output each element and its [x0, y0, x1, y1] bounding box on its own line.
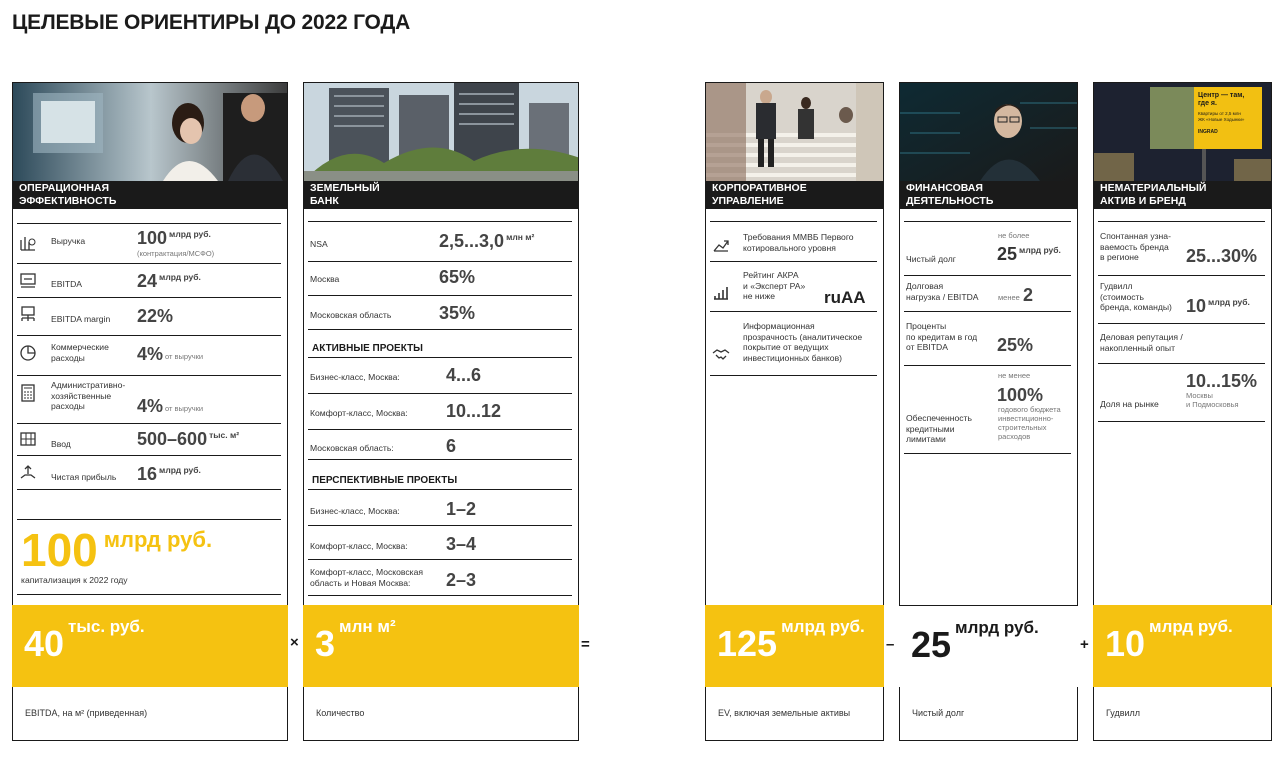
equals-sign: = [581, 636, 590, 653]
header-brand: НЕМАТЕРИАЛЬНЫЙ АКТИВ И БРЕНД [1094, 181, 1271, 209]
billboard-photo [1094, 83, 1271, 181]
growth-chart-icon [712, 235, 730, 253]
row-label: EBITDA [51, 279, 83, 289]
row-note: от выручки [165, 404, 204, 413]
divider [308, 429, 572, 430]
divider [1098, 323, 1265, 324]
row-value: 2,5...3,0 $^{млн м^2}$ [439, 231, 535, 251]
quantity-box [303, 605, 579, 687]
divider [904, 311, 1071, 312]
divider [904, 365, 1071, 366]
divider [308, 559, 572, 560]
row-label: Бизнес-класс, Москва: [310, 506, 400, 516]
stairs-photo [706, 83, 883, 181]
hand-coin-icon [19, 464, 37, 482]
row-value: 10 $^{млрд руб.}$ [1186, 296, 1250, 316]
revenue-chart-icon [19, 234, 37, 252]
pie-chart-icon [19, 344, 37, 362]
row-label: Деловая репутация / накопленный опыт [1100, 332, 1183, 353]
office-photo [13, 83, 287, 181]
row-value: 35% [439, 303, 476, 323]
section-title-prospective: ПЕРСПЕКТИВНЫЕ ПРОЕКТЫ [312, 475, 458, 486]
divider [904, 275, 1071, 276]
header-financial-activity: ФИНАНСОВАЯ ДЕЯТЕЛЬНОСТЬ [900, 181, 1077, 209]
calculator-icon [19, 384, 37, 402]
row-value: 100% [997, 385, 1044, 405]
yellow-value: 10 $^{млрд руб.}$ [1105, 617, 1233, 664]
divider [1098, 363, 1265, 364]
row-value: 2–3 [446, 570, 477, 590]
buildings-photo [304, 83, 578, 181]
row-label: Проценты по кредитам в год от EBITDA [906, 321, 978, 352]
row-prefix: менее [998, 293, 1020, 302]
capitalization-label: капитализация к 2022 году [21, 575, 128, 585]
yellow-value: 25 $^{млрд руб.}$ [911, 618, 1039, 665]
row-label: NSA [310, 239, 328, 249]
divider [17, 489, 281, 490]
table-row [17, 335, 281, 369]
divider [308, 295, 572, 296]
divider [308, 459, 572, 460]
row-value: 4% [137, 344, 164, 364]
column-brand [1093, 82, 1272, 741]
billboard-text: Центр — там, где я. [1198, 92, 1245, 107]
row-label: Коммерческие расходы [51, 342, 109, 363]
ebitda-icon [19, 271, 37, 289]
row-value: 1–2 [446, 499, 477, 519]
yellow-value: 125 $^{млрд руб.}$ [717, 617, 865, 664]
divider [710, 261, 877, 262]
row-value: 4...6 [446, 365, 482, 385]
header-corporate-governance: КОРПОРАТИВНОЕ УПРАВЛЕНИЕ [706, 181, 883, 209]
rating-bars-icon [712, 283, 730, 301]
row-value: 25...30% [1186, 246, 1258, 266]
row-value: 4% [137, 396, 164, 416]
row-label: Москва [310, 274, 340, 284]
row-label: Комфорт-класс, Московская область и Новая Москва: [310, 567, 424, 588]
divider [904, 221, 1071, 222]
row-label: Требования ММВБ Первого котировального уровня [743, 232, 854, 253]
table-row [17, 223, 281, 261]
divider [308, 261, 572, 262]
divider [308, 489, 572, 490]
table-row [17, 375, 281, 417]
row-label: Комфорт-класс, Москва: [310, 408, 408, 418]
row-note: Москвы и Подмосковья [1186, 391, 1239, 409]
row-value: 10...15% [1186, 371, 1258, 391]
row-label: Комфорт-класс, Москва: [310, 541, 408, 551]
ebitda-per-m2-box [12, 605, 288, 687]
row-note: от выручки [165, 352, 204, 361]
divider [308, 393, 572, 394]
row-value: 10...12 [446, 401, 502, 421]
table-row [17, 423, 281, 455]
row-value: 65% [439, 267, 476, 287]
divider [308, 357, 572, 358]
row-label: Выручка [51, 236, 86, 246]
footer-label: Гудвилл [1106, 708, 1141, 718]
yellow-value: 3 $^{млн м^2}$ [315, 617, 396, 664]
divider [710, 311, 877, 312]
divider [1098, 275, 1265, 276]
footer-label: Количество [316, 708, 365, 718]
row-value: 500–600 $^{тыс. м^2}$ [137, 429, 240, 449]
row-value: 16 $^{млрд руб.}$ [137, 464, 201, 484]
header-land-bank: ЗЕМЕЛЬНЫЙ БАНК [304, 181, 578, 209]
row-label: Московская область: [310, 443, 394, 453]
footer-label: EBITDA, на м² (приведенная) [25, 708, 148, 718]
row-label: Административно- хозяйственные расходы [51, 380, 126, 411]
row-label: Долговая нагрузка / EBITDA [906, 281, 979, 302]
divider [904, 453, 1071, 454]
row-value: 100 $^{млрд руб.}$ [137, 228, 211, 248]
net-debt-box [899, 605, 1078, 687]
divider [17, 519, 281, 520]
header-operational-efficiency: ОПЕРАЦИОННАЯ ЭФФЕКТИВНОСТЬ [13, 181, 287, 209]
row-value: 25% [997, 335, 1034, 355]
divider [308, 221, 572, 222]
column-land-bank [303, 82, 579, 741]
column-corporate-governance [705, 82, 884, 741]
row-label: Бизнес-класс, Москва: [310, 372, 400, 382]
analyst-photo [900, 83, 1077, 181]
column-financial-activity [899, 82, 1078, 741]
divider [308, 595, 572, 596]
table-row [17, 455, 281, 489]
rating-value: ruAA [824, 288, 866, 307]
row-label: Ввод [51, 439, 71, 449]
footer-label: Чистый долг [912, 708, 965, 718]
row-label: Чистая прибыль [51, 472, 117, 482]
footer-label: EV, включая земельные активы [718, 708, 851, 718]
building-icon [19, 429, 37, 447]
row-note: годового бюджета инвестиционно- строительных расходов [998, 405, 1061, 441]
section-title-active: АКТИВНЫЕ ПРОЕКТЫ [312, 343, 423, 354]
row-value: 3–4 [446, 534, 477, 554]
divider [710, 375, 877, 376]
row-prefix: не более [998, 231, 1030, 240]
column-operational-efficiency [12, 82, 288, 741]
divider [1098, 221, 1265, 222]
page-title: ЦЕЛЕВЫЕ ОРИЕНТИРЫ ДО 2022 ГОДА [12, 11, 411, 34]
billboard-subtext: Квартиры от 2,5 млн ЖК «Новые Ходынки» [1198, 111, 1245, 122]
row-value: 24 $^{млрд руб.}$ [137, 271, 201, 291]
row-value: 22% [137, 306, 174, 326]
row-label: Информационная прозрачность (аналитическое покрытие от ведущих инвестиционных банков) [743, 321, 863, 363]
row-label: Московская область [310, 310, 392, 320]
org-chart-icon [19, 305, 37, 323]
divider [308, 525, 572, 526]
divider [17, 594, 281, 595]
row-label: Доля на рынке [1100, 399, 1159, 409]
row-label: Чистый долг [906, 254, 956, 264]
table-row [17, 297, 281, 329]
handshake-icon [712, 345, 730, 363]
row-prefix: не менее [998, 371, 1031, 380]
billboard-logo: INGRAD [1198, 129, 1218, 135]
row-value: 25 $^{млрд руб.}$ [997, 244, 1061, 264]
row-value: 2 [1023, 285, 1034, 305]
divider [308, 329, 572, 330]
multiply-sign: × [290, 634, 299, 651]
row-value: 6 [446, 436, 457, 456]
table-row [17, 263, 281, 295]
divider [710, 221, 877, 222]
row-label: Гудвилл (стоимость бренда, команды) [1100, 281, 1172, 312]
divider [1098, 421, 1265, 422]
row-label: Спонтанная узна- ваемость бренда в регионе [1100, 231, 1171, 262]
goodwill-box [1093, 605, 1272, 687]
row-label: EBITDA margin [51, 314, 111, 324]
yellow-value: 40 $^{тыс. руб.}$ [24, 617, 145, 664]
minus-sign: – [886, 636, 895, 653]
ev-box [705, 605, 884, 687]
plus-sign: + [1080, 636, 1089, 653]
capitalization-value: 100 $^{млрд руб.}$ [21, 524, 213, 576]
row-label: Рейтинг АКРА и «Эксперт РА» не ниже [743, 270, 806, 301]
row-label: Обеспеченность кредитными лимитами [906, 413, 972, 444]
row-note: (контрактация/МСФО) [137, 249, 215, 258]
